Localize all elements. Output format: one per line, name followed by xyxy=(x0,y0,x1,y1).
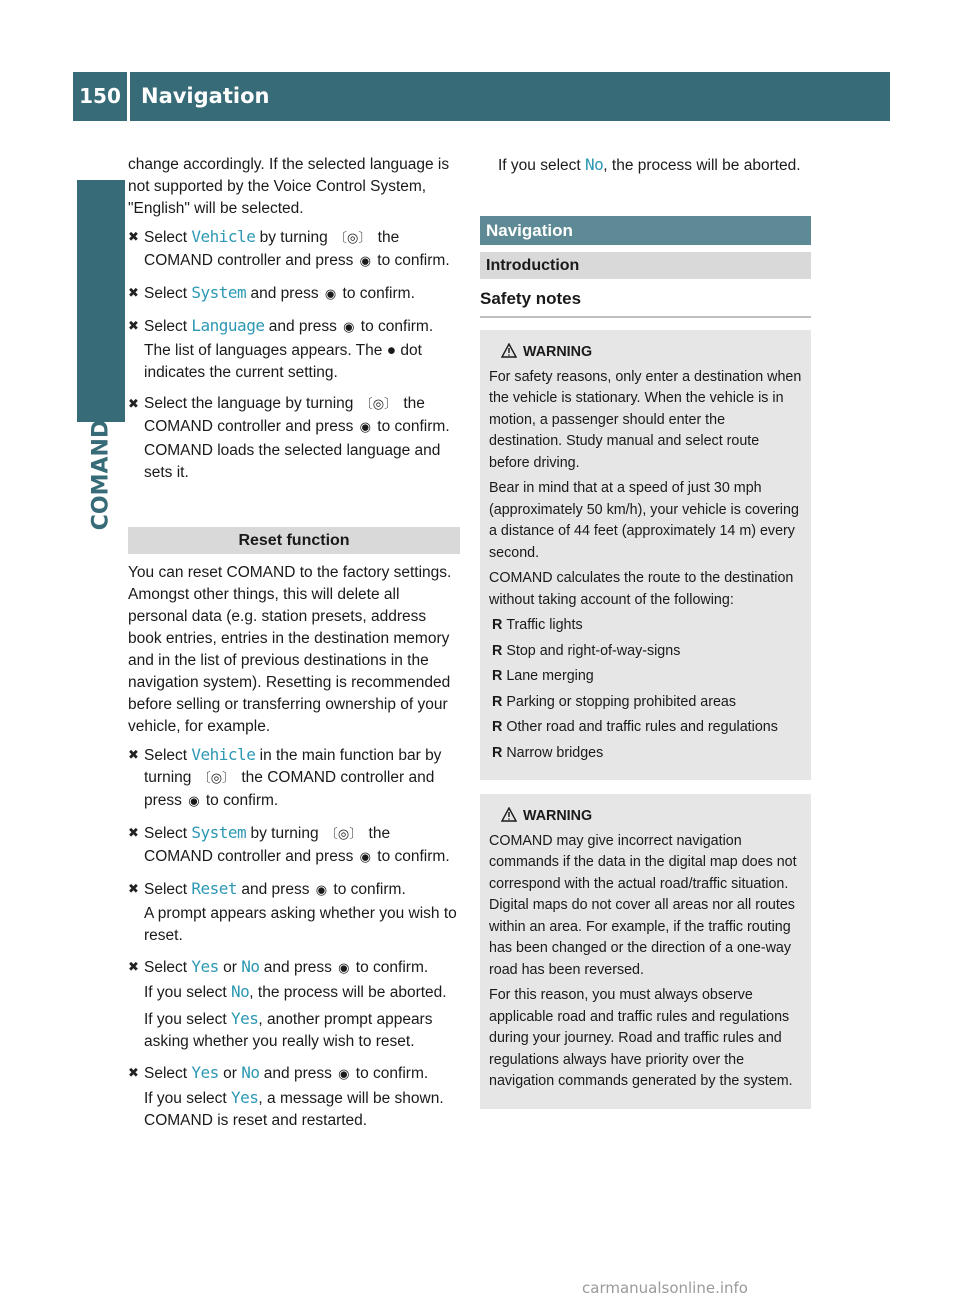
menu-keyword: Yes xyxy=(191,957,219,976)
step-arrow-icon: ✖ xyxy=(128,825,139,840)
instruction-step: ✖ Select System and press ◉ to confirm. xyxy=(128,282,460,306)
step-arrow-icon: ✖ xyxy=(128,959,139,974)
step-result: The list of languages appears. The ● dot indicates the current setting. xyxy=(144,342,422,381)
menu-keyword: Language xyxy=(191,316,265,335)
instruction-step: ✖ Select Language and press ◉ to confirm. The list of languages appears. The ● dot indicates the current setting. xyxy=(128,315,460,384)
list-item: R Lane merging xyxy=(492,668,594,684)
menu-keyword: Reset xyxy=(191,879,238,898)
instruction-step: ✖ Select the language by turning 〔◎〕 the COMAND controller and press ◉ to confirm. COMAND loads the selected language and sets it. xyxy=(128,393,460,484)
controller-press-icon: ◉ xyxy=(338,1067,350,1082)
bullet-icon: R xyxy=(492,642,503,659)
list-item: R Stop and right-of-way-signs xyxy=(492,642,681,659)
instruction-step: ✖ Select Vehicle by turning 〔◎〕 the COMAND controller and press ◉ to confirm. xyxy=(128,226,460,273)
controller-press-icon: ◉ xyxy=(359,850,371,865)
step-arrow-icon: ✖ xyxy=(128,285,139,300)
bullet-icon: R xyxy=(492,617,503,633)
warning-box xyxy=(480,794,811,1109)
header-divider xyxy=(127,72,130,121)
list-item: R Narrow bridges xyxy=(492,744,604,761)
menu-keyword: System xyxy=(191,283,247,302)
menu-keyword: Vehicle xyxy=(191,227,256,246)
controller-press-icon: ◉ xyxy=(343,320,355,335)
step-continuation: If you select No, the process will be aborted. xyxy=(498,155,801,174)
side-tab-label: COMAND xyxy=(88,419,114,531)
controller-press-icon: ◉ xyxy=(359,420,371,435)
controller-press-icon: ◉ xyxy=(359,254,371,269)
list-item: R Parking or stopping prohibited areas xyxy=(492,693,737,710)
controller-press-icon: ◉ xyxy=(188,794,200,809)
controller-turn-icon: 〔◎〕 xyxy=(324,827,363,842)
warning-text: For safety reasons, only enter a destination when the vehicle is stationary. When the vehicle is in motion, a passenger should enter the destination. Study manual and select route before driving. xyxy=(489,368,802,471)
side-tab xyxy=(77,180,125,422)
page-number: 150 xyxy=(79,84,121,108)
menu-keyword: Vehicle xyxy=(191,745,256,764)
step-arrow-icon: ✖ xyxy=(128,318,139,333)
menu-keyword: System xyxy=(191,823,247,842)
menu-keyword: No xyxy=(241,1063,260,1082)
controller-press-icon: ◉ xyxy=(315,883,328,898)
instruction-step: ✖ Select System by turning 〔◎〕 the COMAND controller and press ◉ to confirm. xyxy=(128,822,460,869)
subheading-safety-notes: Safety notes xyxy=(480,288,811,318)
left-column xyxy=(128,154,460,1141)
step-result: If you select Yes, another prompt appears asking whether you really wish to reset. xyxy=(144,1009,433,1050)
warning-text: For this reason, you must always observe applicable road and traffic rules and regulations during your journey. Road and traffic rules and regulations always have priority over the navigation commands generated by the system. xyxy=(489,987,793,1089)
bullet-icon: R xyxy=(492,668,503,684)
step-result: COMAND loads the selected language and sets it. xyxy=(144,442,441,481)
instruction-step: ✖ Select Yes or No and press ◉ to confirm. If you select Yes, a message will be shown. COMAND is reset and restarted. xyxy=(128,1062,460,1132)
menu-keyword: No xyxy=(241,957,260,976)
controller-turn-icon: 〔◎〕 xyxy=(359,397,398,412)
warning-box xyxy=(480,330,811,780)
step-result: A prompt appears asking whether you wish to reset. xyxy=(144,905,457,944)
warning-title: WARNING xyxy=(489,806,802,828)
intro-paragraph: change accordingly. If the selected language is not supported by the Voice Control System, "English" will be selected. xyxy=(128,156,450,217)
instruction-step: ✖ Select Vehicle in the main function bar by turning 〔◎〕 the COMAND controller and press ◉ to confirm. xyxy=(128,744,460,813)
step-arrow-icon: ✖ xyxy=(128,881,139,896)
warning-text: COMAND calculates the route to the destination without taking account of the following: xyxy=(489,570,794,608)
step-result: If you select No, the process will be aborted. xyxy=(144,982,447,1001)
menu-keyword: Yes xyxy=(191,1063,219,1082)
bullet-icon: R xyxy=(492,693,503,710)
step-arrow-icon: ✖ xyxy=(128,396,139,411)
list-item: R Traffic lights xyxy=(492,617,583,633)
chapter-title: Navigation xyxy=(141,84,270,108)
warning-triangle-icon xyxy=(501,343,517,358)
watermark-text: carmanualsonline.info xyxy=(582,1279,748,1297)
menu-keyword: No xyxy=(231,982,250,1001)
right-column xyxy=(480,154,811,1109)
reset-paragraph: You can reset COMAND to the factory settings. Amongst other things, this will delete all personal data (e.g. station presets, address book entries, entries in the destination memory and in the list of previous destinations in the navigation system). Resetting is recommended before selling or transferring ownership of your vehicle, for example. xyxy=(128,564,452,735)
instruction-step: ✖ Select Reset and press ◉ to confirm. A prompt appears asking whether you wish to reset. xyxy=(128,878,460,947)
controller-press-icon: ◉ xyxy=(324,287,337,302)
step-arrow-icon: ✖ xyxy=(128,229,139,244)
controller-turn-icon: 〔◎〕 xyxy=(197,771,236,786)
step-arrow-icon: ✖ xyxy=(128,1065,139,1080)
step-arrow-icon: ✖ xyxy=(128,747,139,762)
warning-title: WARNING xyxy=(489,342,802,364)
section-heading-introduction: Introduction xyxy=(480,252,811,279)
menu-keyword: No xyxy=(585,155,604,174)
menu-keyword: Yes xyxy=(231,1009,259,1028)
list-item: R Other road and traffic rules and regulations xyxy=(492,719,778,735)
section-heading-reset: Reset function xyxy=(128,527,460,554)
warning-triangle-icon xyxy=(501,807,517,822)
warning-text: COMAND may give incorrect navigation commands if the data in the digital map does not correspond with the actual road/traffic situation. Digital maps do not cover all areas nor all routes within an area. For example, if the traffic routing has been changed or the direction of a one-way road has been reversed. xyxy=(489,832,797,978)
step-result: If you select Yes, a message will be shown. COMAND is reset and restarted. xyxy=(144,1088,444,1129)
menu-keyword: Yes xyxy=(231,1088,259,1107)
controller-press-icon: ◉ xyxy=(338,961,350,976)
chapter-heading-navigation: Navigation xyxy=(480,216,811,245)
instruction-step: ✖ Select Yes or No and press ◉ to confirm. If you select No, the process will be aborted. If you select Yes, another prompt appears asking whether you really wish to reset. xyxy=(128,956,460,1053)
warning-text: Bear in mind that at a speed of just 30 mph (approximately 50 km/h), your vehicle is covering a distance of 44 feet (approximately 14 m) every second. xyxy=(489,480,799,561)
controller-turn-icon: 〔◎〕 xyxy=(334,231,372,246)
bullet-icon: R xyxy=(492,719,503,735)
bullet-icon: R xyxy=(492,744,503,761)
